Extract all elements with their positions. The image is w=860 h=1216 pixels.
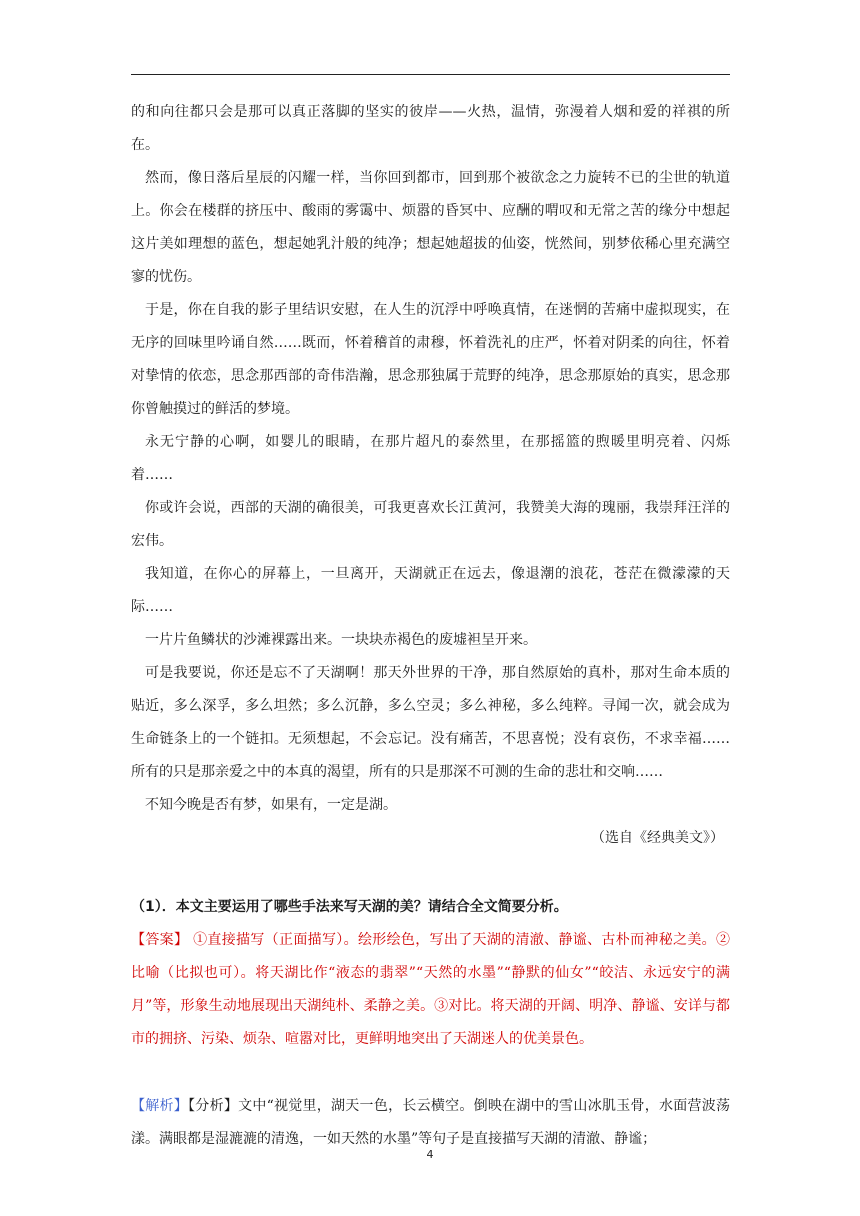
- paragraph-2: 然而，像日落后星辰的闪耀一样，当你回到都市，回到那个被欲念之力旋转不已的尘世的轨道上。你会在楼群的挤压中、酸雨的雾霭中、烦嚣的昏冥中、应酬的喟叹和无常之苦的缘分中想起这片美如理想的蓝色，想起她乳汁般的纯净；想起她超拔的仙姿，恍然间，别梦依稀心里充满空寥的忧伤。: [131, 170, 730, 285]
- paragraph-4: 永无宁静的心啊，如婴儿的眼睛，在那片超凡的泰然里，在那摇篮的煦暖里明亮着、闪烁着……: [131, 434, 730, 483]
- page-number: 4: [426, 1148, 434, 1161]
- header-rule: [131, 74, 730, 75]
- paragraph-9: 不知今晚是否有梦，如果有，一定是湖。: [145, 797, 397, 813]
- analysis-block: [131, 1090, 730, 1156]
- answer-tag: 【答案】: [131, 932, 189, 948]
- answer-text: ①直接描写（正面描写）。绘形绘色，写出了天湖的清澈、静谧、古朴而神秘之美。②比喻（比拟也可）。将天湖比作“液态的翡翠”“天然的水墨”“静默的仙女”“皎洁、永远安宁的满月”等，形象生动地展现出天湖纯朴、柔静之美。③对比。将天湖的开阔、明净、静谧、安详与都市的拥挤、污染、烦杂、喧嚣对比，更鲜明地突出了天湖迷人的优美景色。: [131, 932, 731, 1047]
- paragraph-7: 一片片鱼鳞状的沙滩裸露出来。一块块赤褐色的废墟袒呈开来。: [145, 632, 537, 648]
- document-body: [131, 96, 730, 1156]
- question-heading: （1）．本文主要运用了哪些手法来写天湖的美？请结合全文简要分析。: [131, 899, 568, 915]
- paragraph-1: 的和向往都只会是那可以真正落脚的坚实的彼岸——火热，温情，弥漫着人烟和爱的祥祺的所在。: [131, 104, 730, 153]
- paragraph-3: 于是，你在自我的影子里结识安慰，在人生的沉浮中呼唤真情，在迷惘的苦痛中虚拟现实，在无序的回味里吟诵自然……既而，怀着稽首的肃穆，怀着洗礼的庄严，怀着对阴柔的向往，怀着对挚情的依恋，思念那西部的奇伟浩瀚，思念那独属于荒野的纯净，思念那原始的真实，思念那你曾触摸过的鲜活的梦境。: [131, 302, 730, 417]
- analysis-tag: 【解析】: [131, 1098, 189, 1114]
- paragraph-8: 可是我要说，你还是忘不了天湖啊！那天外世界的干净，那自然原始的真朴，那对生命本质的贴近，多么深孚，多么坦然；多么沉静，多么空灵；多么神秘，多么纯粹。寻闻一次，就会成为生命链条上的一个链扣。无须想起，不会忘记。没有痛苦，不思喜悦；没有哀伤，不求幸福……所有的只是那亲爱之中的本真的渴望，所有的只是那深不可测的生命的悲壮和交响……: [131, 665, 730, 780]
- paragraph-6: 我知道，在你心的屏幕上，一旦离开，天湖就正在远去，像退潮的浪花，苍茫在微濛濛的天际……: [131, 566, 730, 615]
- analysis-text: 【分析】文中“视觉里，湖天一色，长云横空。倒映在湖中的雪山冰肌玉骨，水面营波荡漾。满眼都是湿漉漉的清逸，一如天然的水墨”等句子是直接描写天湖的清澈、静谧；: [131, 1098, 731, 1147]
- answer-block: [131, 924, 730, 1056]
- paragraph-5: 你或许会说，西部的天湖的确很美，可我更喜欢长江黄河，我赞美大海的瑰丽，我崇拜汪洋的宏伟。: [131, 500, 730, 549]
- source-citation: （选自《经典美文》）: [591, 830, 724, 846]
